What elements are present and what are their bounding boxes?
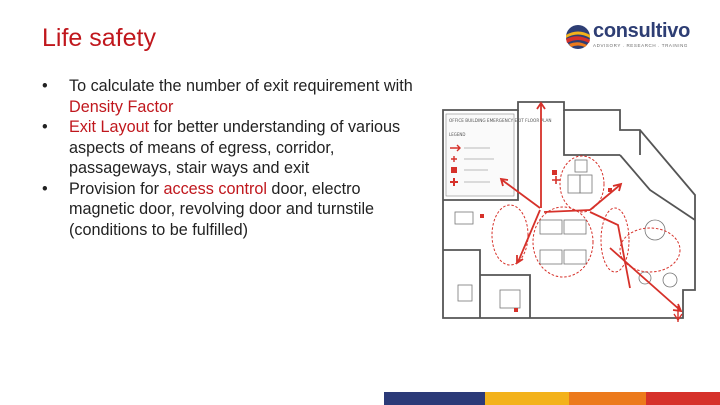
bullet-dot-icon: • xyxy=(42,179,48,198)
bullet-list xyxy=(40,76,415,240)
bullet-item xyxy=(40,117,415,179)
bullet-highlight: Exit Layout xyxy=(69,118,150,136)
emergency-exit-floor-plan xyxy=(440,100,703,322)
legend-title: OFFICE BUILDING EMERGENCY EXIT FLOOR PLAN xyxy=(449,118,552,123)
bullet-item xyxy=(40,179,415,241)
brand-logo xyxy=(563,20,703,54)
footer-bar-segment xyxy=(569,392,646,405)
bullet-text: door, electro magnetic door, revolving door and turnstile (conditions to be fulfilled) xyxy=(69,179,375,239)
exit-route-arrows xyxy=(501,103,681,311)
bullet-text: for better understanding of various aspects of means of egress, corridor, passageways, stair ways and exit xyxy=(69,118,401,177)
footer-bar-segment xyxy=(646,392,720,405)
bullet-text: Provision for xyxy=(69,179,164,198)
logo-tagline: ADVISORY . RESEARCH . TRAINING xyxy=(593,43,689,48)
bullet-highlight: Density Factor xyxy=(69,97,174,116)
legend-header: LEGEND xyxy=(449,132,466,137)
footer-bar-segment xyxy=(384,392,485,405)
bullet-highlight: access control xyxy=(163,179,267,198)
footer-bar-segment xyxy=(485,392,569,405)
footer-color-bar xyxy=(384,392,720,405)
legend-box xyxy=(446,114,514,196)
bullet-text: To calculate the number of exit requirement with xyxy=(69,77,413,95)
bullet-dot-icon: • xyxy=(42,118,48,136)
logo-globe-icon xyxy=(563,22,593,52)
slide-title: Life safety xyxy=(42,24,156,52)
logo-name: consultivo xyxy=(593,20,691,42)
bullet-item xyxy=(40,76,415,117)
bullet-dot-icon: • xyxy=(42,77,48,95)
